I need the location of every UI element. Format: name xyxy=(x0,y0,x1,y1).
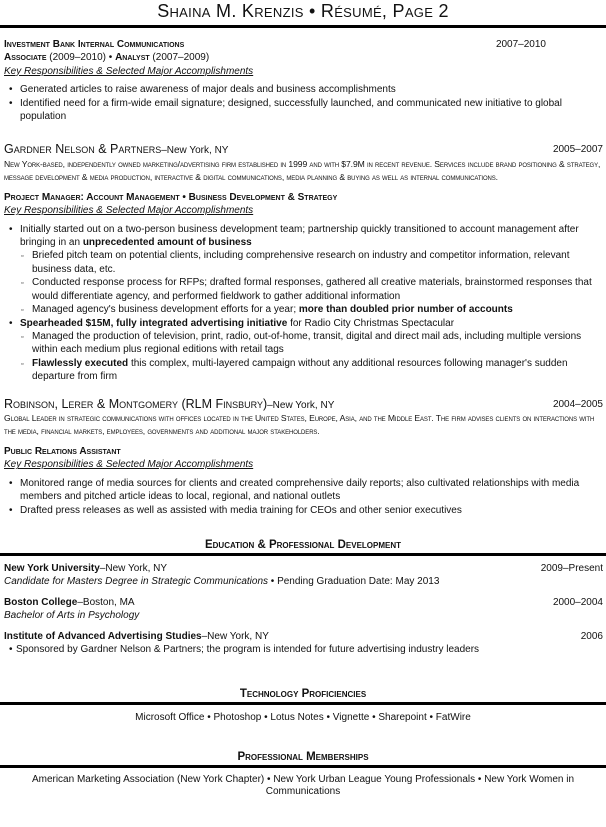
degree: Bachelor of Arts in Psychology xyxy=(4,610,140,622)
job-entry xyxy=(0,38,606,123)
degree: Candidate for Masters Degree in Strategic Communications xyxy=(4,576,269,588)
job-dates: 2005–2007 xyxy=(552,144,603,156)
divider xyxy=(0,25,606,28)
bullet-text: Managed agency's business development efforts for a year; xyxy=(32,304,299,316)
list-item xyxy=(4,223,603,250)
technology-list: Microsoft Office • Photoshop • Lotus Notes • Vignette • Sharepoint • FatWire xyxy=(135,712,471,724)
school-name: Institute of Advanced Advertising Studies xyxy=(4,630,202,642)
divider xyxy=(0,553,606,556)
bullet-text: this complex, multi-layered campaign without any additional resources following manager's sudden departure from firm xyxy=(32,357,568,383)
bullet-text: Managed the production of television, print, radio, out-of-home, transit, digital and direct mail ads, including multiple versions within each medium plus regional editions with retail tags xyxy=(32,330,582,356)
school-location: –Boston, MA xyxy=(77,596,135,608)
bullet-text: Identified need for a firm-wide email signature; designed, successfully launched, and communicated new initiative to global population xyxy=(20,97,562,123)
education-list xyxy=(0,562,606,656)
key-heading: Key Responsibilities & Selected Major Accomplishments xyxy=(4,459,254,471)
list-item xyxy=(4,330,603,357)
list-item xyxy=(4,317,603,330)
company-name: Investment Bank Internal Communications xyxy=(4,39,185,50)
school-location: –New York, NY xyxy=(201,630,269,642)
bullet-text: Spearheaded $15M, fully integrated advertising initiative xyxy=(20,317,288,329)
bullet-text: Conducted response process for RFPs; drafted formal responses, gathered all creative materials, brainstormed responses that would differentiate agency, and performed fieldwork to gather additional information xyxy=(32,277,592,302)
job-dates: 2007–2010 xyxy=(495,39,546,50)
list-item xyxy=(4,276,603,303)
role-dates: (2009–2010) • xyxy=(46,52,116,64)
bullet-text: Briefed pitch team on potential clients, including comprehensive research on industry and competitor information, relevant business data, etc. xyxy=(32,250,570,275)
role-dates: (2007–2009) xyxy=(149,52,210,64)
bullet-text: Drafted press releases as well as assisted with media training for CEOs and other senior executives xyxy=(20,504,462,516)
roles-line xyxy=(4,51,603,64)
bullet-text: Flawlessly executed xyxy=(32,357,129,369)
company-location: –New York, NY xyxy=(161,145,229,157)
memberships-list: American Marketing Association (New York Chapter) • New York Urban League Young Professionals • New York Women in Communications xyxy=(31,773,575,798)
bullet-text: Monitored range of media sources for clients and created comprehensive daily reports; also cultivated relationships with media members and pitched article ideas to local, regional, and national outlets xyxy=(20,477,580,503)
company-description: Global Leader in strategic communications with offices located in the United States, Europe, Asia, and the Middle East. The firm advises clients on interactions with the media, financial markets, employees, governments and additional major stakeholders. xyxy=(4,412,595,437)
bullet-text: Initially started out on a two-person business development team; partnership quickly transitioned to account management after bringing in an xyxy=(20,223,579,249)
list-item xyxy=(4,83,603,96)
company-name: Gardner Nelson & Partners xyxy=(4,142,162,157)
key-heading: Key Responsibilities & Selected Major Accomplishments xyxy=(4,65,254,77)
school-location: –New York, NY xyxy=(99,562,168,574)
bullet-list xyxy=(4,477,603,517)
list-item xyxy=(4,249,603,276)
list-item xyxy=(4,303,603,316)
edu-dates: 2000–2004 xyxy=(552,596,603,608)
company-description: New York-based, independently owned marketing/advertising firm established in 1999 and with $7.9M in recent revenue. Services include brand positioning & strategy, message development & media production, interactive & digital communications, media planning & buying as well as internal communications. xyxy=(4,158,601,183)
job-entry xyxy=(0,143,606,383)
section-heading-education: Education & Professional Development xyxy=(204,538,402,551)
school-name: Boston College xyxy=(4,596,78,608)
job-dates: 2004–2005 xyxy=(552,398,603,410)
role-title: Analyst xyxy=(115,52,150,64)
divider xyxy=(0,765,606,768)
list-item xyxy=(4,357,603,384)
role-title: Public Relations Assistant xyxy=(4,445,121,457)
role-title: Associate xyxy=(4,52,47,64)
bullet-list xyxy=(4,223,603,384)
list-item xyxy=(4,504,603,517)
list-item xyxy=(4,477,603,504)
bullet-list xyxy=(4,643,603,656)
key-heading: Key Responsibilities & Selected Major Accomplishments xyxy=(4,205,254,217)
company-name: Robinson, Lerer & Montgomery (RLM Finsbury) xyxy=(4,396,268,411)
company-location: –New York, NY xyxy=(267,399,335,411)
list-item: • Sponsored by Gardner Nelson & Partners; the program is intended for future advertising industry leaders xyxy=(4,643,603,656)
degree-note: • Pending Graduation Date: May 2013 xyxy=(268,576,440,588)
job-entry xyxy=(0,398,606,517)
bullet-text: for Radio City Christmas Spectacular xyxy=(287,317,455,329)
list-item xyxy=(4,97,603,124)
edu-dates: 2009–Present xyxy=(540,562,603,574)
page-title: Shaina M. Krenzis • Résumé, Page 2 xyxy=(157,1,449,21)
bullet-text: Generated articles to raise awareness of major deals and business accomplishments xyxy=(20,84,396,96)
bullet-text: unprecedented amount of business xyxy=(82,237,252,249)
bullet-list xyxy=(4,83,603,123)
edu-dates: 2006 xyxy=(580,630,603,642)
section-heading-technology: Technology Proficiencies xyxy=(239,688,367,701)
divider xyxy=(0,702,606,705)
school-name: New York University xyxy=(4,562,100,574)
role-title: Project Manager: Account Management • Business Development & Strategy xyxy=(4,191,338,203)
bullet-text: more than doubled prior number of accounts xyxy=(298,304,513,316)
section-heading-memberships: Professional Memberships xyxy=(237,750,369,763)
